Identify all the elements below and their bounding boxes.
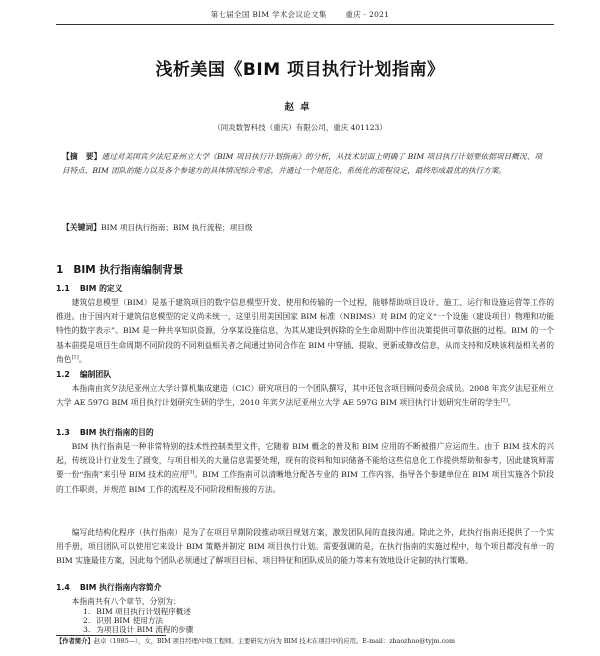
keywords-label: 【关键词】: [62, 223, 101, 232]
subsection-1-1-heading: [56, 283, 123, 294]
contents-list-item: [83, 624, 193, 635]
purpose-paragraph-2: [56, 526, 554, 569]
purpose-paragraph-1: [56, 440, 554, 497]
subsection-1-2-heading: [56, 369, 111, 380]
abstract: [62, 150, 542, 178]
contents-item-number: 3.: [83, 625, 91, 634]
running-head-conference: 第七届全国 BIM 学术会议论文集: [210, 10, 327, 19]
editing-team-paragraph: [56, 382, 554, 410]
subsection-1-3-number: 1.3: [56, 428, 70, 437]
subsection-1-2-number: 1.2: [56, 370, 70, 379]
keywords-text: BIM 项目执行指南；BIM 执行流程；项目级: [100, 223, 253, 232]
subsection-1-4-heading: [56, 582, 162, 593]
author-footnote: [56, 637, 554, 646]
paper-title: 浅析美国《BIM 项目执行计划指南》: [155, 60, 445, 80]
contents-item-text: 识别 BIM 使用方法: [96, 616, 163, 625]
footnote-rule: [56, 635, 166, 636]
citation-ref-3: [3]: [187, 469, 195, 476]
running-head-location: 重庆 · 2021: [345, 10, 390, 19]
paper-author: 赵卓: [284, 102, 316, 113]
subsection-1-1-number: 1.1: [56, 284, 70, 293]
subsection-1-3-heading: [56, 427, 154, 438]
contents-intro-text: 本指南共有八个章节，分别为：: [71, 597, 181, 606]
section-1-number: 1: [56, 264, 64, 276]
bim-definition-text: 建筑信息模型（BIM）是基于建筑项目的数字信息模型开发、使用和传输的一个过程，能够帮助项目设计、施工、运行和设施运营等工作的推进。由于国内对于建筑信息模型的定义尚未统一，这里引用美国国家 BIM 标准（NBIMS）对 BIM 的定义“一个设施（建设项目）物理和功能特性的数字表示”。BIM 是一种共享知识资源，分享某设施信息，为其从建设到拆除的全生命周期中作出决策提供可靠依据的过程。BIM 的一个基本前提是项目生命周期不同阶段的不同利益相关者之间通过协同合作在 BIM 中穿插、提取、更新或修改信息，从而支持和反映该利益相关者的角色: [56, 298, 554, 364]
contents-item-number: 1.: [83, 607, 91, 616]
editing-team-text: 本指南由宾夕法尼亚州立大学计算机集成建造（CIC）研究项目的一个团队撰写，其中还包含项目顾问委员会成员。2008 年宾夕法尼亚州立大学 AE 597G BIM 项目执行计划研究生研的学生，2010 年宾夕法尼亚州立大学 AE 597G BIM 项目执行计划研究生研的学生: [56, 384, 554, 408]
footnote-label: 【作者简介】: [56, 638, 94, 645]
bim-definition-paragraph: [56, 296, 554, 367]
author-affiliation: （同炎数智科技（重庆）有限公司，重庆 401123）: [213, 123, 387, 132]
abstract-label: 【摘 要】: [62, 152, 102, 161]
running-head: [0, 9, 600, 20]
footnote-text: 赵卓（1985—），女，BIM 项目经理/中级工程师。主要研究方向为 BIM 技术在项目中的应用。E-mail：zhaozhuo@tyjm.com: [93, 638, 455, 645]
keywords: [62, 221, 542, 234]
subsection-1-4-title: BIM 执行指南内容简介: [79, 583, 162, 592]
header-rule: [56, 24, 554, 25]
contents-item-number: 2.: [83, 616, 91, 625]
bim-definition-end: 。: [78, 354, 87, 364]
subsection-1-1-title: BIM 的定义: [79, 284, 123, 293]
citation-ref-1: [1]: [71, 354, 79, 361]
subsection-1-4-number: 1.4: [56, 583, 70, 592]
subsection-1-3-title: BIM 执行指南的目的: [79, 428, 154, 437]
subsection-1-2-title: 编制团队: [79, 370, 111, 379]
citation-ref-2: [2]: [500, 397, 508, 404]
purpose-text-1: BIM 执行指南是一种非常特别的技术性控制类型文件，它随着 BIM 概念的普及和 BIM 应用的不断被推广应运而生。由于 BIM 技术的兴起，传统设计行业发生了剧变，与项目相关的大量信息需要处理，现有的资料和知识储备不能给这些信息化工作提供帮助和参考，因此建筑师需要一份“指南”来引导 BIM 技术的应用: [56, 442, 554, 480]
editing-team-end: 。: [507, 398, 516, 408]
purpose-text-2: 编写此结构化程序（执行指南）是为了在项目早期阶段推动项目规划方案，激发团队间的直接沟通。除此之外，此执行指南还提供了一个实用手册，项目团队可以使用它来设计 BIM 策略并制定 BIM 项目执行计划。需要强调的是，在执行指南的实施过程中，每个项目都没有单一的 BIM 实施最佳方案，因此每个团队必须通过了解项目目标、项目特征和团队成员的能力等来有效地设计定制的执行策略。: [56, 528, 554, 566]
abstract-text: 通过对美国宾夕法尼亚州立大学《BIM 项目执行计划指南》的分析，从技术层面上明确了 BIM 项目执行计划要依据项目概况、项目特点、BIM 团队的能力以及各个参建方的具体情况综合考虑，并通过一个规范化、系统化的流程设定，最终形成最优的执行方案。: [62, 152, 542, 175]
contents-item-text: BIM 项目执行计划程序概述: [96, 607, 191, 616]
section-1-heading: [56, 262, 183, 277]
contents-item-text: 为项目设计 BIM 流程的步骤: [96, 625, 194, 634]
section-1-title: BIM 执行指南编制背景: [73, 264, 184, 276]
purpose-text-1-end: 。BIM 工作指南可以清晰地分配各专业的 BIM 工作内容，指导各个参建单位在 BIM 项目实施各个阶段的工作职责，并规范 BIM 工作的流程及不同阶段相衔接的方法。: [56, 470, 554, 494]
